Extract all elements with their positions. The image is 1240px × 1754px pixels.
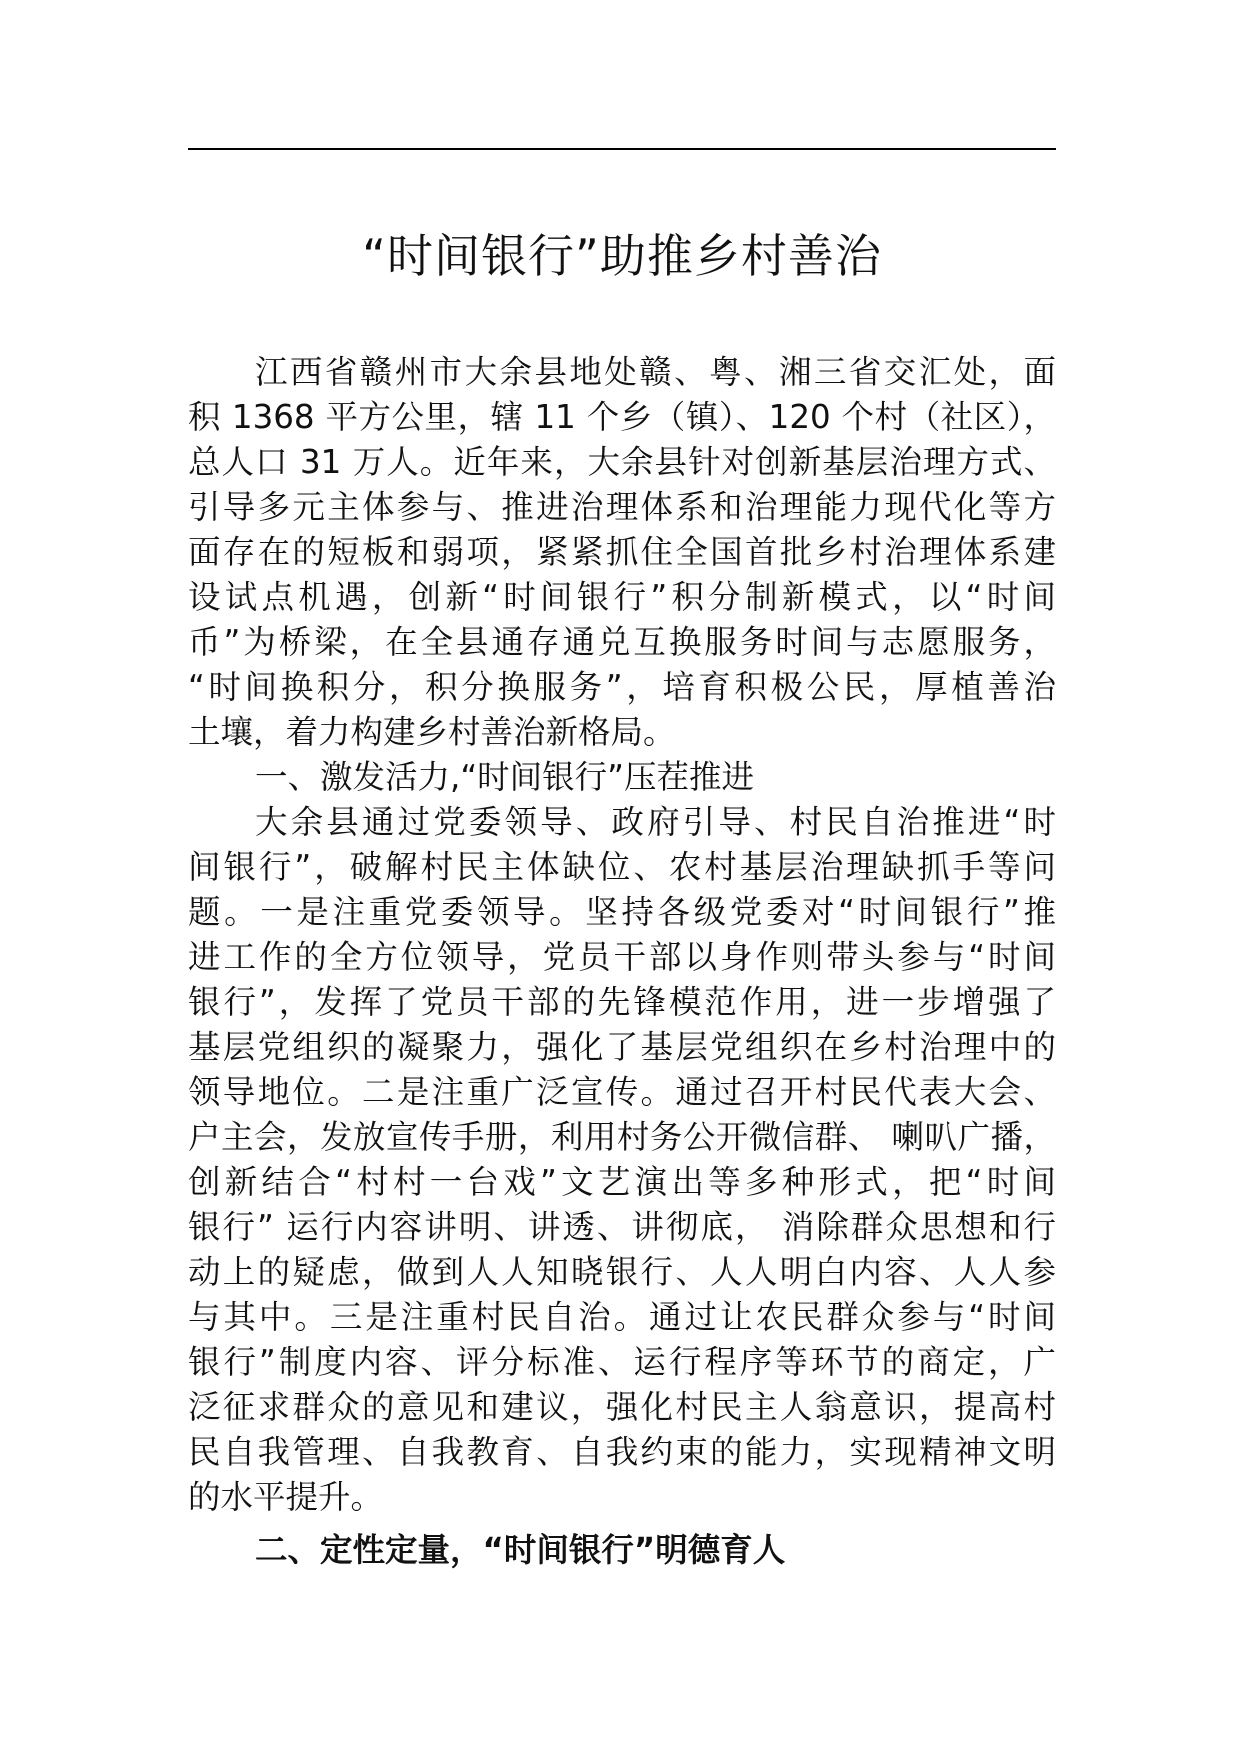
paragraph-line: 银行” 运行内容讲明、讲透、讲彻底， 消除群众思想和行 <box>188 1208 1056 1246</box>
paragraph-line: 泛征求群众的意见和建议，强化村民主人翁意识，提高村 <box>188 1388 1056 1426</box>
paragraph-line: 动上的疑虑，做到人人知晓银行、人人明白内容、人人参 <box>188 1253 1056 1291</box>
paragraph-line: 江西省赣州市大余县地处赣、粤、湘三省交汇处，面 <box>255 353 1056 391</box>
paragraph-line: 的水平提升。 <box>188 1478 384 1516</box>
document-title: “时间银行”助推乡村善治 <box>362 229 882 283</box>
paragraph-line: 基层党组织的凝聚力，强化了基层党组织在乡村治理中的 <box>188 1028 1056 1066</box>
paragraph-line: 进工作的全方位领导，党员干部以身作则带头参与“时间 <box>188 938 1056 976</box>
paragraph-line: 面存在的短板和弱项，紧紧抓住全国首批乡村治理体系建 <box>188 533 1056 571</box>
section-heading: 二、定性定量，“时间银行”明德育人 <box>255 1531 786 1569</box>
section-heading: 一、激发活力,“时间银行”压茬推进 <box>255 758 755 796</box>
paragraph-line: 积 1368 平方公里，辖 11 个乡（镇）、120 个村（社区）， <box>188 398 1056 436</box>
paragraph-line: 题。一是注重党委领导。坚持各级党委对“时间银行”推 <box>188 893 1056 931</box>
paragraph-line: 大余县通过党委领导、政府引导、村民自治推进“时 <box>255 803 1056 841</box>
paragraph-line: “时间换积分，积分换服务”，培育积极公民，厚植善治 <box>188 668 1056 706</box>
paragraph-line: 土壤，着力构建乡村善治新格局。 <box>188 713 676 751</box>
paragraph-line: 与其中。三是注重村民自治。通过让农民群众参与“时间 <box>188 1298 1056 1336</box>
document-body <box>188 350 1056 1573</box>
paragraph-line: 设试点机遇，创新“时间银行”积分制新模式，以“时间 <box>188 578 1056 616</box>
paragraph-line: 创新结合“村村一台戏”文艺演出等多种形式，把“时间 <box>188 1163 1056 1201</box>
header-rule <box>188 148 1056 150</box>
paragraph-line: 领导地位。二是注重广泛宣传。通过召开村民代表大会、 <box>188 1073 1056 1111</box>
paragraph-line: 币”为桥梁，在全县通存通兑互换服务时间与志愿服务， <box>188 623 1056 661</box>
paragraph-line: 银行”制度内容、评分标准、运行程序等环节的商定，广 <box>188 1343 1056 1381</box>
paragraph-line: 户主会，发放宣传手册，利用村务公开微信群、 喇叭广播， <box>188 1118 1056 1156</box>
paragraph-line: 民自我管理、自我教育、自我约束的能力，实现精神文明 <box>188 1433 1056 1471</box>
paragraph-line: 引导多元主体参与、推进治理体系和治理能力现代化等方 <box>188 488 1056 526</box>
paragraph-line: 银行”，发挥了党员干部的先锋模范作用，进一步增强了 <box>188 983 1056 1021</box>
paragraph-line: 间银行”，破解村民主体缺位、农村基层治理缺抓手等问 <box>188 848 1056 886</box>
paragraph-line: 总人口 31 万人。近年来，大余县针对创新基层治理方式、 <box>188 443 1056 481</box>
